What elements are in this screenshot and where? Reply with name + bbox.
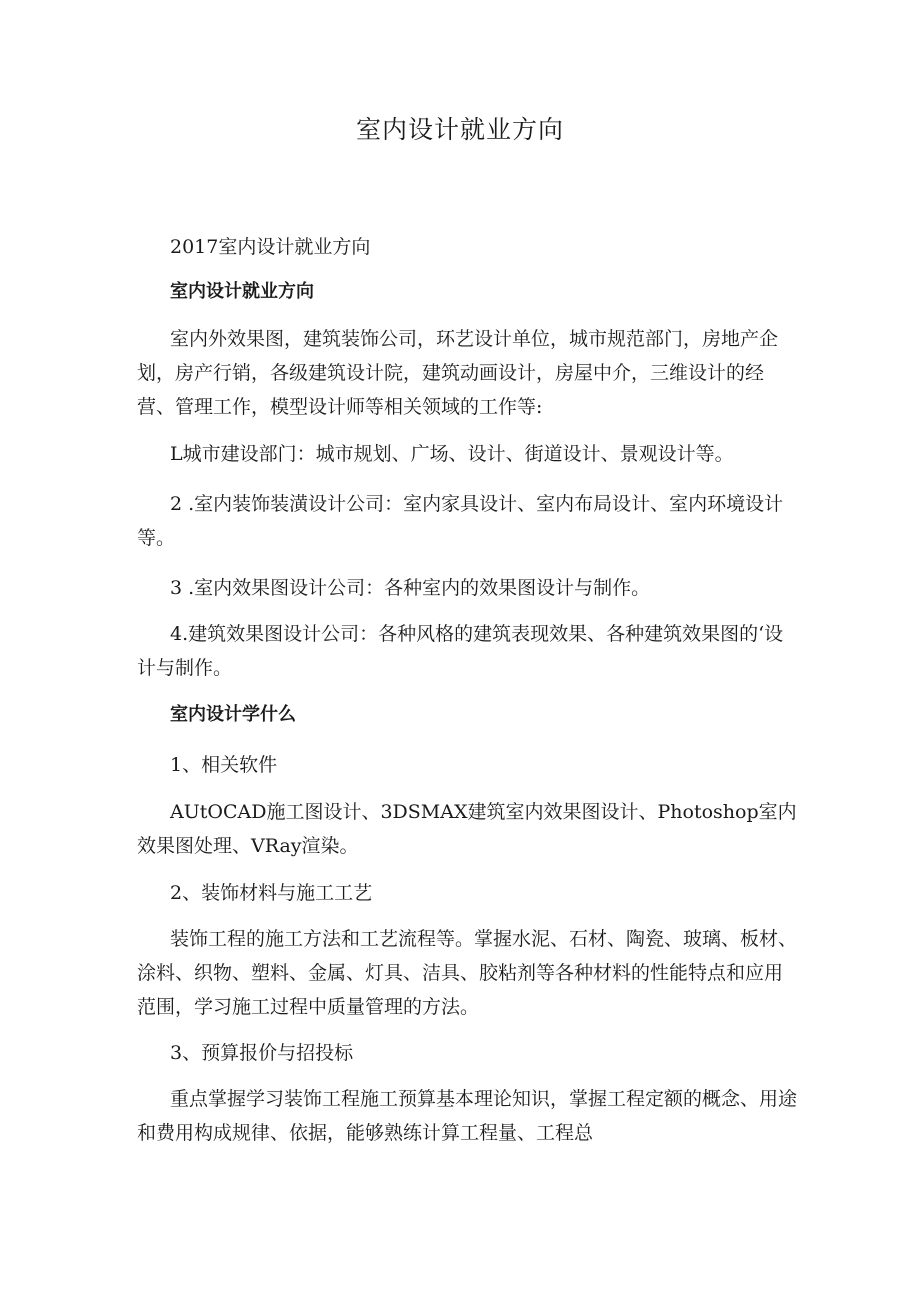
subheading-materials: 2、装饰材料与施工工艺 xyxy=(170,882,373,904)
subheading-budget: 3、预算报价与招投标 xyxy=(170,1042,354,1064)
paragraph-year-heading: 2017室内设计就业方向 xyxy=(170,236,371,258)
list-item-3: 3 .室内效果图设计公司：各种室内的效果图设计与制作。 xyxy=(170,577,651,599)
paragraph-career-overview: 室内外效果图，建筑装饰公司，环艺设计单位，城市规范部门，房地产企划，房产行销，各级建筑设计院，建筑动画设计，房屋中介，三维设计的经营、管理工作，模型设计师等相关领域的工作等: xyxy=(137,328,779,418)
subheading-software: 1、相关软件 xyxy=(170,754,278,776)
paragraph-materials: 装饰工程的施工方法和工艺流程等。掌握水泥、石材、陶瓷、玻璃、板材、涂料、织物、塑料、金属、灯具、洁具、胶粘剂等各种材料的性能特点和应用范围，学习施工过程中质量管理的方法。 xyxy=(137,928,798,1018)
list-item-1: L城市建设部门：城市规划、广场、设计、街道设计、景观设计等。 xyxy=(170,443,734,465)
section-heading-career: 室内设计就业方向 xyxy=(170,281,314,302)
paragraph-budget: 重点掌握学习装饰工程施工预算基本理论知识，掌握工程定额的概念、用途和费用构成规律、依据，能够熟练计算工程量、工程总 xyxy=(137,1088,798,1144)
list-item-4: 4.建筑效果图设计公司：各种风格的建筑表现效果、各种建筑效果图的‘设计与制作。 xyxy=(137,623,784,679)
section-heading-study: 室内设计学什么 xyxy=(170,704,296,725)
list-item-2: 2 .室内装饰装潢设计公司：室内家具设计、室内布局设计、室内环境设计等。 xyxy=(137,493,784,549)
paragraph-software: AUtOCAD施工图设计、3DSMAX建筑室内效果图设计、Photoshop室内效果图处理、VRay渲染。 xyxy=(137,801,797,857)
document-title: 室内设计就业方向 xyxy=(355,115,564,144)
